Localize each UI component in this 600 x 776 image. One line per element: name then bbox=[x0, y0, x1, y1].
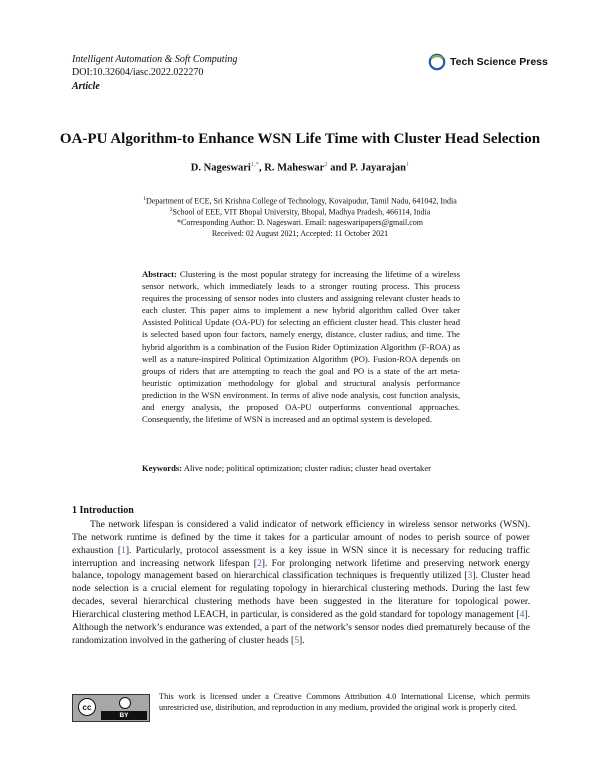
section-heading-introduction: 1 Introduction bbox=[72, 505, 134, 516]
cc-by-license-badge[interactable] bbox=[72, 694, 150, 722]
journal-name: Intelligent Automation & Soft Computing bbox=[72, 54, 238, 65]
creative-commons-icon: cc bbox=[78, 698, 96, 716]
author-3: P. Jayarajan bbox=[349, 162, 406, 174]
keywords bbox=[142, 462, 460, 474]
publisher-logo bbox=[428, 53, 548, 71]
affiliation-1: $^1$Department of ECE, Sri Krishna College of Technology, Kovaipudur, Tamil Nadu, 641042, India bbox=[143, 196, 457, 206]
introduction-paragraph: The network lifespan is considered a valid indicator of network efficiency in wireless sensor networks (WSN). The network runtime is defined by the time it takes for a particular amount of nodes to perish source of power exhaustion [1]. Particularly, protocol assessment is a key issue in WSN since it is necessary for reducing traffic interruption and increasing network lifespan [2]. For prolonging network lifetime and preserving network energy balance, topology management based on hierarchical classification techniques is frequently utilized [3]. Cluster head node selection is a crucial element for regulating topology in hierarchical clustering methods. During the last few decades, several hierarchical clustering methods have been suggested in the literature for topological power. Hierarchical clustering method LEACH, in particular, is considered as the gold standard for topology management [4]. Although the network’s endurance was extended, a part of the network’s sensor nodes died prematurely because of the randomization involved in the gathering of cluster heads [5]. bbox=[72, 519, 530, 646]
received-accepted-dates: Received: 02 August 2021; Accepted: 11 October 2021 bbox=[211, 229, 389, 238]
author-3-sup: 1 bbox=[405, 161, 410, 168]
citation-link[interactable]: 4 bbox=[519, 608, 525, 620]
citation-link[interactable]: 3 bbox=[467, 570, 473, 582]
affiliation-2: $^2$School of EEE, VIT Bhopal University, Bhopal, Madhya Pradesh, 466114, India bbox=[169, 207, 431, 217]
keywords-text: Alive node; political optimization; cluster radius; cluster head overtaker bbox=[182, 463, 432, 473]
abstract bbox=[142, 268, 460, 425]
abstract-text: Clustering is the most popular strategy for increasing the lifetime of a wireless sensor network, which immediately leads to a stronger routing process. This process requires the processing of sensor nodes into clusters and assigning relevant cluster heads to each cluster. This paper aims to implement a new hybrid algorithm called Over taker Assisted Political Update (OA-PU) for selecting an efficient cluster head. This cluster head is selected based upon four factors, namely energy, distance, cluster radius, and time. The hybrid algorithm is a combination of the Fusion Rider Optimization Algorithm (F-ROA) as well as a nature-inspired Political Optimization Algorithm (PO). Fusion-ROA depends on groups of riders that are attempting to reach the goal and PO is a state of the art meta-heuristic optimization methodology for global and structural analysis performance prediction in the WSN environment. In terms of alive node analysis, cost function analysis, and energy analysis, the proposed OA-PU outperforms conventional approaches. Consequently, the lifetime of WSN is increased and an optimal system is developed. bbox=[142, 269, 460, 425]
publisher-name: Tech Science Press bbox=[450, 56, 548, 68]
attribution-person-icon bbox=[119, 697, 131, 709]
doi: DOI:10.32604/iasc.2022.022270 bbox=[72, 67, 204, 78]
citation-link[interactable]: 2 bbox=[256, 557, 262, 569]
author-list: D. Nageswari$^{1,*}$, R. Maheswar$^2$ and P. Jayarajan$^1$ bbox=[190, 161, 410, 174]
paper-title: OA-PU Algorithm-to Enhance WSN Life Time with Cluster Head Selection bbox=[59, 131, 541, 147]
author-1-sup: 1,* bbox=[250, 161, 259, 168]
article-type: Article bbox=[72, 81, 100, 92]
keywords-label: Keywords: bbox=[142, 463, 183, 473]
by-label: BY bbox=[101, 711, 147, 720]
author-2: R. Maheswar bbox=[264, 162, 325, 174]
author-1: D. Nageswari bbox=[190, 162, 251, 174]
citation-link[interactable]: 5 bbox=[294, 634, 299, 646]
abstract-label: Abstract: bbox=[142, 269, 177, 279]
corresponding-author: *Corresponding Author: D. Nageswari. Email: nageswaripapers@gmail.com bbox=[177, 218, 423, 227]
publisher-globe-icon bbox=[428, 53, 446, 71]
author-2-sup: 2 bbox=[324, 161, 328, 168]
license-text: This work is licensed under a Creative Commons Attribution 4.0 International License, which permits unrestricted use, distribution, and reproduction in any medium, provided the original work is properly cited. bbox=[159, 692, 530, 712]
citation-link[interactable]: 1 bbox=[121, 544, 126, 556]
